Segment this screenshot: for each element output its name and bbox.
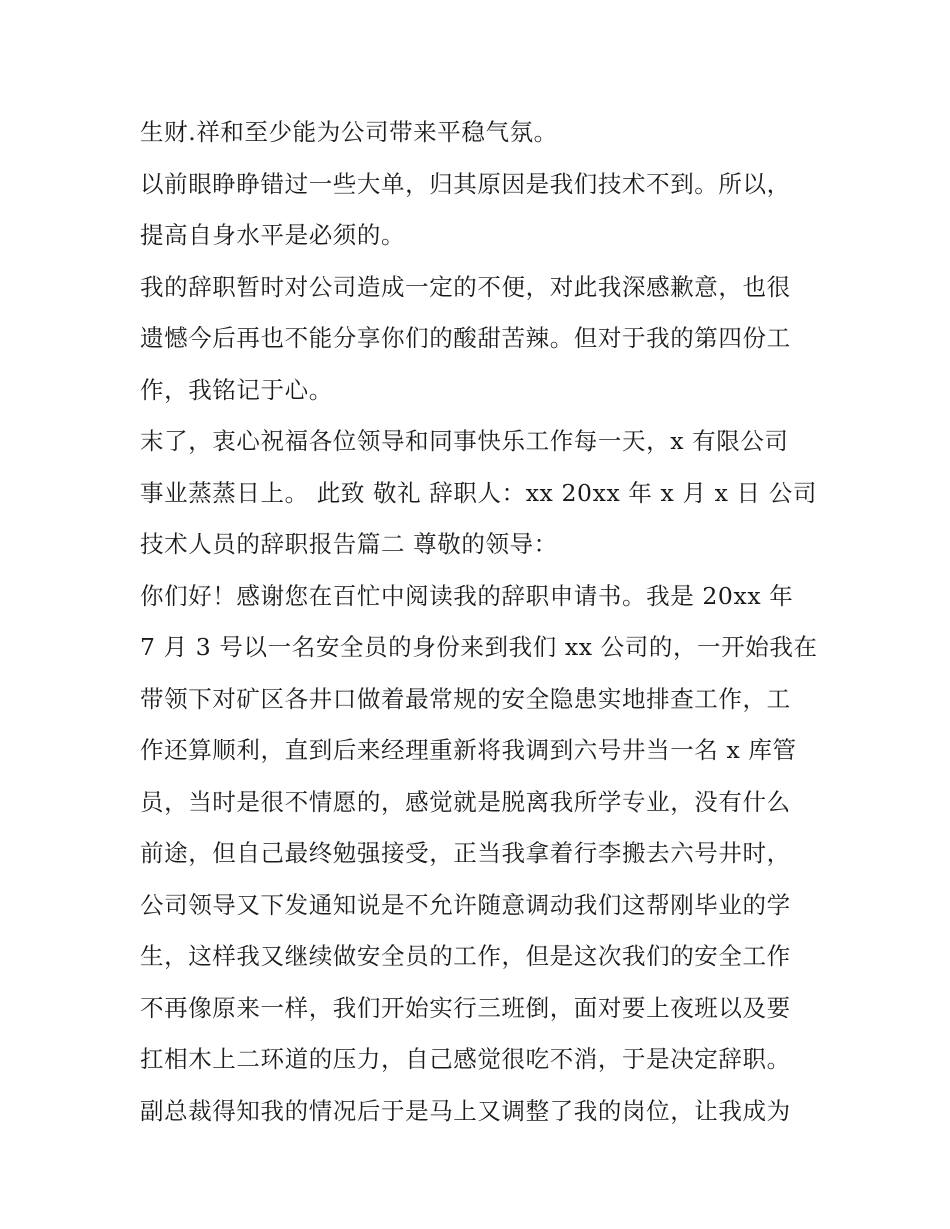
text-line: 7 月 3 号以一名安全员的身份来到我们 xx 公司的，一开始我在 (140, 633, 818, 661)
text-line: 以前眼睁睁错过一些大单，归其原因是我们技术不到。所以， (140, 169, 791, 198)
text-line: 员，当时是很不情愿的，感觉就是脱离我所学专业，没有什么 (140, 787, 791, 816)
text-line: 公司领导又下发通知说是不允许随意调动我们这帮刚毕业的学 (140, 890, 791, 919)
body-text (140, 107, 830, 1137)
text-line: 技术人员的辞职报告篇二 尊敬的领导： (140, 530, 558, 558)
text-line: 扛相木上二环道的压力，自己感觉很吃不消，于是决定辞职。 (140, 1045, 791, 1073)
text-line: 事业蒸蒸日上。 此致 敬礼 辞职人：xx 20xx 年 x 月 x 日 公司 (140, 478, 817, 507)
text-line: 不再像原来一样，我们开始实行三班倒，面对要上夜班以及要 (140, 993, 791, 1022)
text-line: 我的辞职暂时对公司造成一定的不便，对此我深感歉意，也很 (140, 272, 791, 301)
text-line: 前途，但自己最终勉强接受，正当我拿着行李搬去六号井时， (140, 839, 791, 867)
text-line: 末了，衷心祝福各位领导和同事快乐工作每一天，x 有限公司 (140, 427, 789, 455)
text-line: 副总裁得知我的情况后于是马上又调整了我的岗位，让我成为 (140, 1096, 791, 1125)
text-line: 提高自身水平是必须的。 (140, 221, 406, 249)
text-line: 生，这样我又继续做安全员的工作，但是这次我们的安全工作 (140, 942, 791, 970)
text-line: 遗憾今后再也不能分享你们的酸甜苦辣。但对于我的第四份工 (140, 324, 791, 352)
text-line: 作，我铭记于心。 (140, 375, 333, 404)
text-line: 带领下对矿区各井口做着最常规的安全隐患实地排查工作，工 (140, 684, 791, 713)
text-line: 作还算顺利，直到后来经理重新将我调到六号井当一名 x 库管 (140, 736, 797, 764)
text-line: 生财.祥和至少能为公司带来平稳气氛。 (140, 118, 558, 146)
text-line: 你们好！感谢您在百忙中阅读我的辞职申请书。我是 20xx 年 (140, 581, 794, 610)
